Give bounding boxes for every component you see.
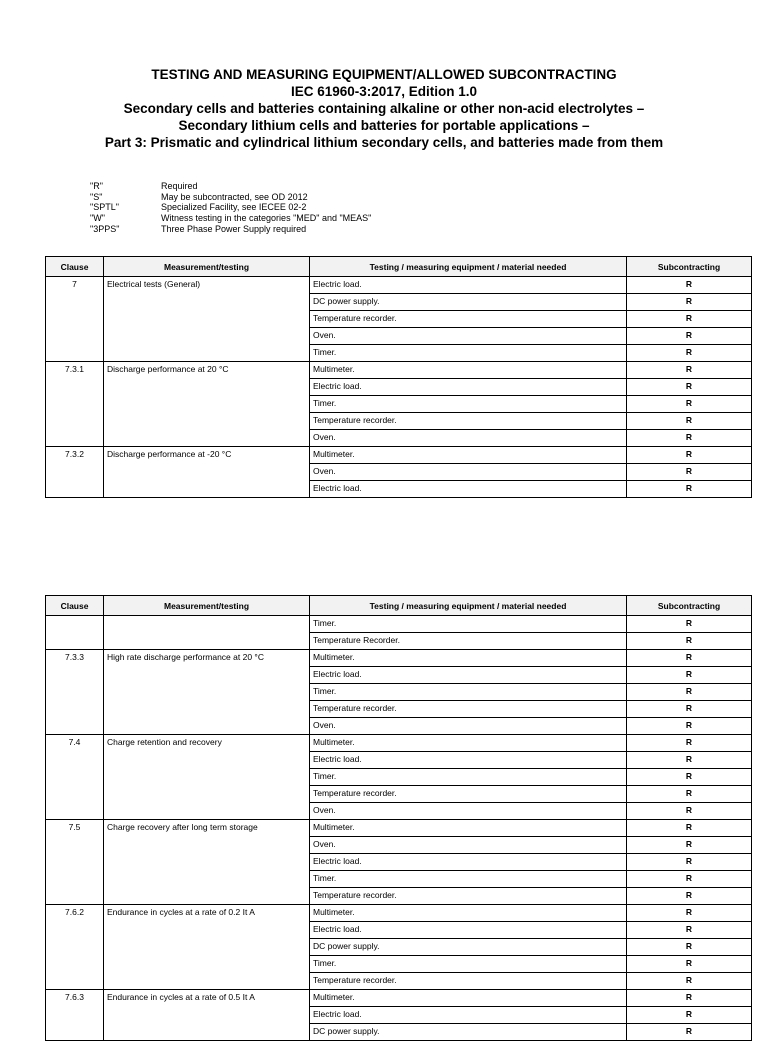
clause-cell: 7.3.3 [46,650,104,735]
equipment-cell: Timer. [310,956,627,973]
equipment-cell: Electric load. [310,277,627,294]
equipment-cell: Timer. [310,769,627,786]
table-row [46,990,752,1007]
subcontracting-cell: R [627,362,752,379]
measurement-cell: Endurance in cycles at a rate of 0.2 It A [104,905,310,990]
subcontracting-cell: R [627,616,752,633]
subcontracting-cell: R [627,888,752,905]
table-row [46,447,752,464]
equipment-cell: Timer. [310,396,627,413]
doc-title-line-3: Secondary cells and batteries containing alkaline or other non-acid electrolytes – [123,101,645,116]
clause-cell: 7.3.1 [46,362,104,447]
table-header-row [46,596,752,616]
table-row [46,905,752,922]
subcontracting-cell: R [627,837,752,854]
subcontracting-cell: R [627,430,752,447]
subcontracting-cell: R [627,481,752,498]
clause-cell [46,616,104,650]
legend-desc: May be subcontracted, see OD 2012 [161,191,308,202]
subcontracting-cell: R [627,294,752,311]
table-header-row [46,257,752,277]
measurement-cell: Discharge performance at -20 °C [104,447,310,498]
subcontracting-cell: R [627,345,752,362]
subcontracting-cell: R [627,379,752,396]
subcontracting-cell: R [627,735,752,752]
doc-title-line-2: IEC 61960-3:2017, Edition 1.0 [290,84,478,99]
table-body [46,277,752,498]
equipment-cell: Multimeter. [310,905,627,922]
equipment-cell: Timer. [310,345,627,362]
equipment-cell: Temperature recorder. [310,973,627,990]
equipment-cell: Temperature recorder. [310,786,627,803]
equipment-cell: Oven. [310,837,627,854]
header-subcontracting: Subcontracting [627,596,752,616]
equipment-cell: DC power supply. [310,294,627,311]
equipment-cell: Multimeter. [310,362,627,379]
subcontracting-cell: R [627,701,752,718]
equipment-cell: Temperature recorder. [310,311,627,328]
equipment-cell: Temperature recorder. [310,413,627,430]
legend-row [90,224,371,235]
subcontracting-cell: R [627,973,752,990]
subcontracting-cell: R [627,1007,752,1024]
legend-desc: Specialized Facility, see IECEE 02-2 [161,202,307,213]
legend-key: "S" [90,191,103,202]
subcontracting-cell: R [627,803,752,820]
legend-key: "SPTL" [90,202,119,213]
clause-cell: 7 [46,277,104,362]
equipment-cell: Multimeter. [310,447,627,464]
legend-desc: Required [161,181,198,191]
doc-title-line-1: TESTING AND MEASURING EQUIPMENT/ALLOWED SUBCONTRACTING [151,67,617,82]
equipment-cell: Electric load. [310,1007,627,1024]
clause-cell: 7.6.2 [46,905,104,990]
subcontracting-cell: R [627,922,752,939]
equipment-cell: Electric load. [310,854,627,871]
subcontracting-cell: R [627,939,752,956]
header-measurement: Measurement/testing [104,257,310,277]
equipment-cell: Temperature recorder. [310,701,627,718]
legend-row [90,181,371,192]
header-equipment: Testing / measuring equipment / material needed [310,596,627,616]
subcontracting-cell: R [627,667,752,684]
subcontracting-cell: R [627,464,752,481]
subcontracting-cell: R [627,311,752,328]
clause-cell: 7.5 [46,820,104,905]
equipment-cell: DC power supply. [310,1024,627,1041]
subcontracting-cell: R [627,684,752,701]
subcontracting-cell: R [627,752,752,769]
subcontracting-cell: R [627,786,752,803]
subcontracting-cell: R [627,447,752,464]
legend-key: "3PPS" [90,223,120,234]
table-row [46,650,752,667]
equipment-cell: Electric load. [310,922,627,939]
measurement-cell: Discharge performance at 20 °C [104,362,310,447]
table-row [46,735,752,752]
table-row [46,277,752,294]
equipment-cell: Oven. [310,430,627,447]
doc-title-line-5: Part 3: Prismatic and cylindrical lithium secondary cells, and batteries made from them [104,135,664,150]
legend-key: "R" [90,181,103,191]
equipment-cell: Temperature recorder. [310,888,627,905]
equipment-cell: Temperature Recorder. [310,633,627,650]
measurement-cell: High rate discharge performance at 20 °C [104,650,310,735]
subcontracting-cell: R [627,396,752,413]
subcontracting-cell: R [627,650,752,667]
doc-title-line-4: Secondary lithium cells and batteries for portable applications – [178,118,590,133]
subcontracting-cell: R [627,769,752,786]
equipment-cell: Electric load. [310,752,627,769]
equipment-cell: Oven. [310,718,627,735]
subcontracting-cell: R [627,990,752,1007]
measurement-cell: Charge recovery after long term storage [104,820,310,905]
legend-row [90,202,371,213]
header-clause: Clause [46,596,104,616]
clause-cell: 7.3.2 [46,447,104,498]
measurement-cell: Electrical tests (General) [104,277,310,362]
equipment-cell: Multimeter. [310,820,627,837]
equipment-cell: Oven. [310,464,627,481]
table-body [46,616,752,1041]
subcontracting-cell: R [627,718,752,735]
header-measurement: Measurement/testing [104,596,310,616]
equipment-cell: Electric load. [310,667,627,684]
equipment-table-1 [45,256,752,498]
table-row [46,820,752,837]
equipment-cell: Multimeter. [310,735,627,752]
measurement-cell: Charge retention and recovery [104,735,310,820]
measurement-cell [104,616,310,650]
equipment-cell: Multimeter. [310,990,627,1007]
subcontracting-cell: R [627,905,752,922]
header-subcontracting: Subcontracting [627,257,752,277]
subcontracting-cell: R [627,633,752,650]
equipment-cell: Oven. [310,803,627,820]
legend [90,181,371,235]
equipment-cell: Oven. [310,328,627,345]
subcontracting-cell: R [627,413,752,430]
subcontracting-cell: R [627,277,752,294]
equipment-cell: Timer. [310,871,627,888]
subcontracting-cell: R [627,956,752,973]
equipment-cell: Electric load. [310,379,627,396]
measurement-cell: Endurance in cycles at a rate of 0.5 It A [104,990,310,1041]
legend-row [90,192,371,203]
clause-cell: 7.6.3 [46,990,104,1041]
subcontracting-cell: R [627,854,752,871]
legend-row [90,213,371,224]
table-row [46,362,752,379]
table-row [46,616,752,633]
subcontracting-cell: R [627,328,752,345]
header-clause: Clause [46,257,104,277]
subcontracting-cell: R [627,871,752,888]
subcontracting-cell: R [627,820,752,837]
equipment-cell: Timer. [310,616,627,633]
equipment-cell: Multimeter. [310,650,627,667]
legend-key: "W" [90,213,105,224]
equipment-cell: DC power supply. [310,939,627,956]
header-equipment: Testing / measuring equipment / material needed [310,257,627,277]
equipment-cell: Timer. [310,684,627,701]
subcontracting-cell: R [627,1024,752,1041]
legend-desc: Three Phase Power Supply required [161,223,307,234]
equipment-table-2 [45,595,752,1041]
equipment-cell: Electric load. [310,481,627,498]
clause-cell: 7.4 [46,735,104,820]
legend-desc: Witness testing in the categories "MED" and "MEAS" [161,213,372,224]
